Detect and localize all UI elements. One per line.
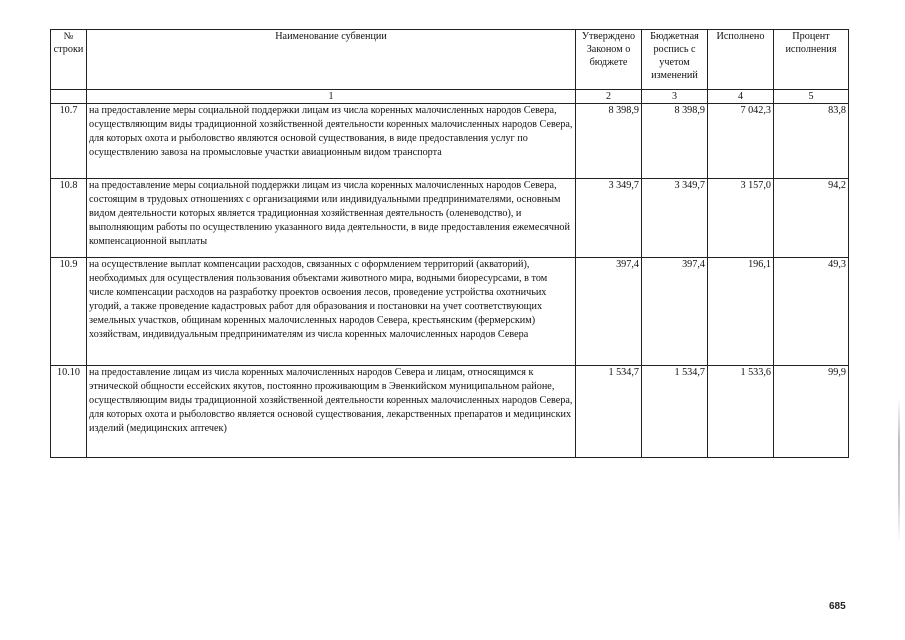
column-number-blank: [51, 90, 87, 104]
row-number: 10.7: [51, 104, 87, 179]
percent-value: 83,8: [774, 104, 849, 179]
column-number: 4: [708, 90, 774, 104]
page-number: 685: [829, 601, 846, 612]
table-row: [51, 258, 849, 366]
subvention-name: на осуществление выплат компенсации расходов, связанных с оформлением территорий (акваторий), необходимых для осуществления пользования объектами животного мира, водными биоресурсами, в том числе компенсации расходов на разработку проектов освоения лесов, проведение устройства охотничьих угодий, а также проведение кадастровых работ для образования и постановки на учет соответствующих земельных участков, общинам коренных малочисленных народов Севера, крестьянским (фермерским) хозяйствам, индивидуальным предпринимателям из числа коренных малочисленных народов Севера: [87, 258, 576, 366]
table-row: [51, 366, 849, 458]
budget-list-value: 1 534,7: [642, 366, 708, 458]
approved-value: 8 398,9: [576, 104, 642, 179]
scan-edge-shadow: [898, 398, 900, 543]
executed-value: 7 042,3: [708, 104, 774, 179]
column-number: 1: [87, 90, 576, 104]
budget-list-value: 8 398,9: [642, 104, 708, 179]
row-number: 10.9: [51, 258, 87, 366]
header-executed: Исполнено: [708, 30, 774, 90]
approved-value: 397,4: [576, 258, 642, 366]
percent-value: 94,2: [774, 179, 849, 258]
subvention-name: на предоставление меры социальной поддержки лицам из числа коренных малочисленных народов Севера, состоящим в трудовых отношениях с организациями или индивидуальными предпринимателями, основным видом деятельности которых является традиционная хозяйственная деятельность (оленеводство), и выполняющим работы по осуществлению указанного вида деятельности, в виде предоставления ежемесячной компенсационной выплаты: [87, 179, 576, 258]
percent-value: 99,9: [774, 366, 849, 458]
column-number: 5: [774, 90, 849, 104]
row-number: 10.10: [51, 366, 87, 458]
subvention-name: на предоставление меры социальной поддержки лицам из числа коренных малочисленных народов Севера, осуществляющим виды традиционной хозяйственной деятельности коренных малочисленных народов Севера, для которых охота и рыболовство являются основой существования, в виде предоставления услуг по осуществлению завоза на промысловые участки авиационным видом транспорта: [87, 104, 576, 179]
subvention-execution-table: [50, 29, 849, 458]
executed-value: 1 533,6: [708, 366, 774, 458]
column-number-row: [51, 90, 849, 104]
header-row-no: № строки: [51, 30, 87, 90]
header-row: [51, 30, 849, 90]
budget-list-value: 397,4: [642, 258, 708, 366]
percent-value: 49,3: [774, 258, 849, 366]
row-number: 10.8: [51, 179, 87, 258]
header-percent: Процент исполнения: [774, 30, 849, 90]
table-row: [51, 179, 849, 258]
approved-value: 1 534,7: [576, 366, 642, 458]
executed-value: 196,1: [708, 258, 774, 366]
budget-list-value: 3 349,7: [642, 179, 708, 258]
header-approved: Утверждено Законом о бюджете: [576, 30, 642, 90]
header-budget-list: Бюджетная роспись с учетом изменений: [642, 30, 708, 90]
executed-value: 3 157,0: [708, 179, 774, 258]
approved-value: 3 349,7: [576, 179, 642, 258]
table-row: [51, 104, 849, 179]
subvention-name: на предоставление лицам из числа коренных малочисленных народов Севера и лицам, относящимся к этнической общности ессейских якутов, постоянно проживающим в Эвенкийском муниципальном районе, осуществляющим виды традиционной хозяйственной деятельности коренных малочисленных народов Севера, для которых охота и рыболовство является основой существования, лекарственных препаратов и медицинских изделий (медицинских аптечек): [87, 366, 576, 458]
header-name: Наименование субвенции: [87, 30, 576, 90]
column-number: 3: [642, 90, 708, 104]
column-number: 2: [576, 90, 642, 104]
